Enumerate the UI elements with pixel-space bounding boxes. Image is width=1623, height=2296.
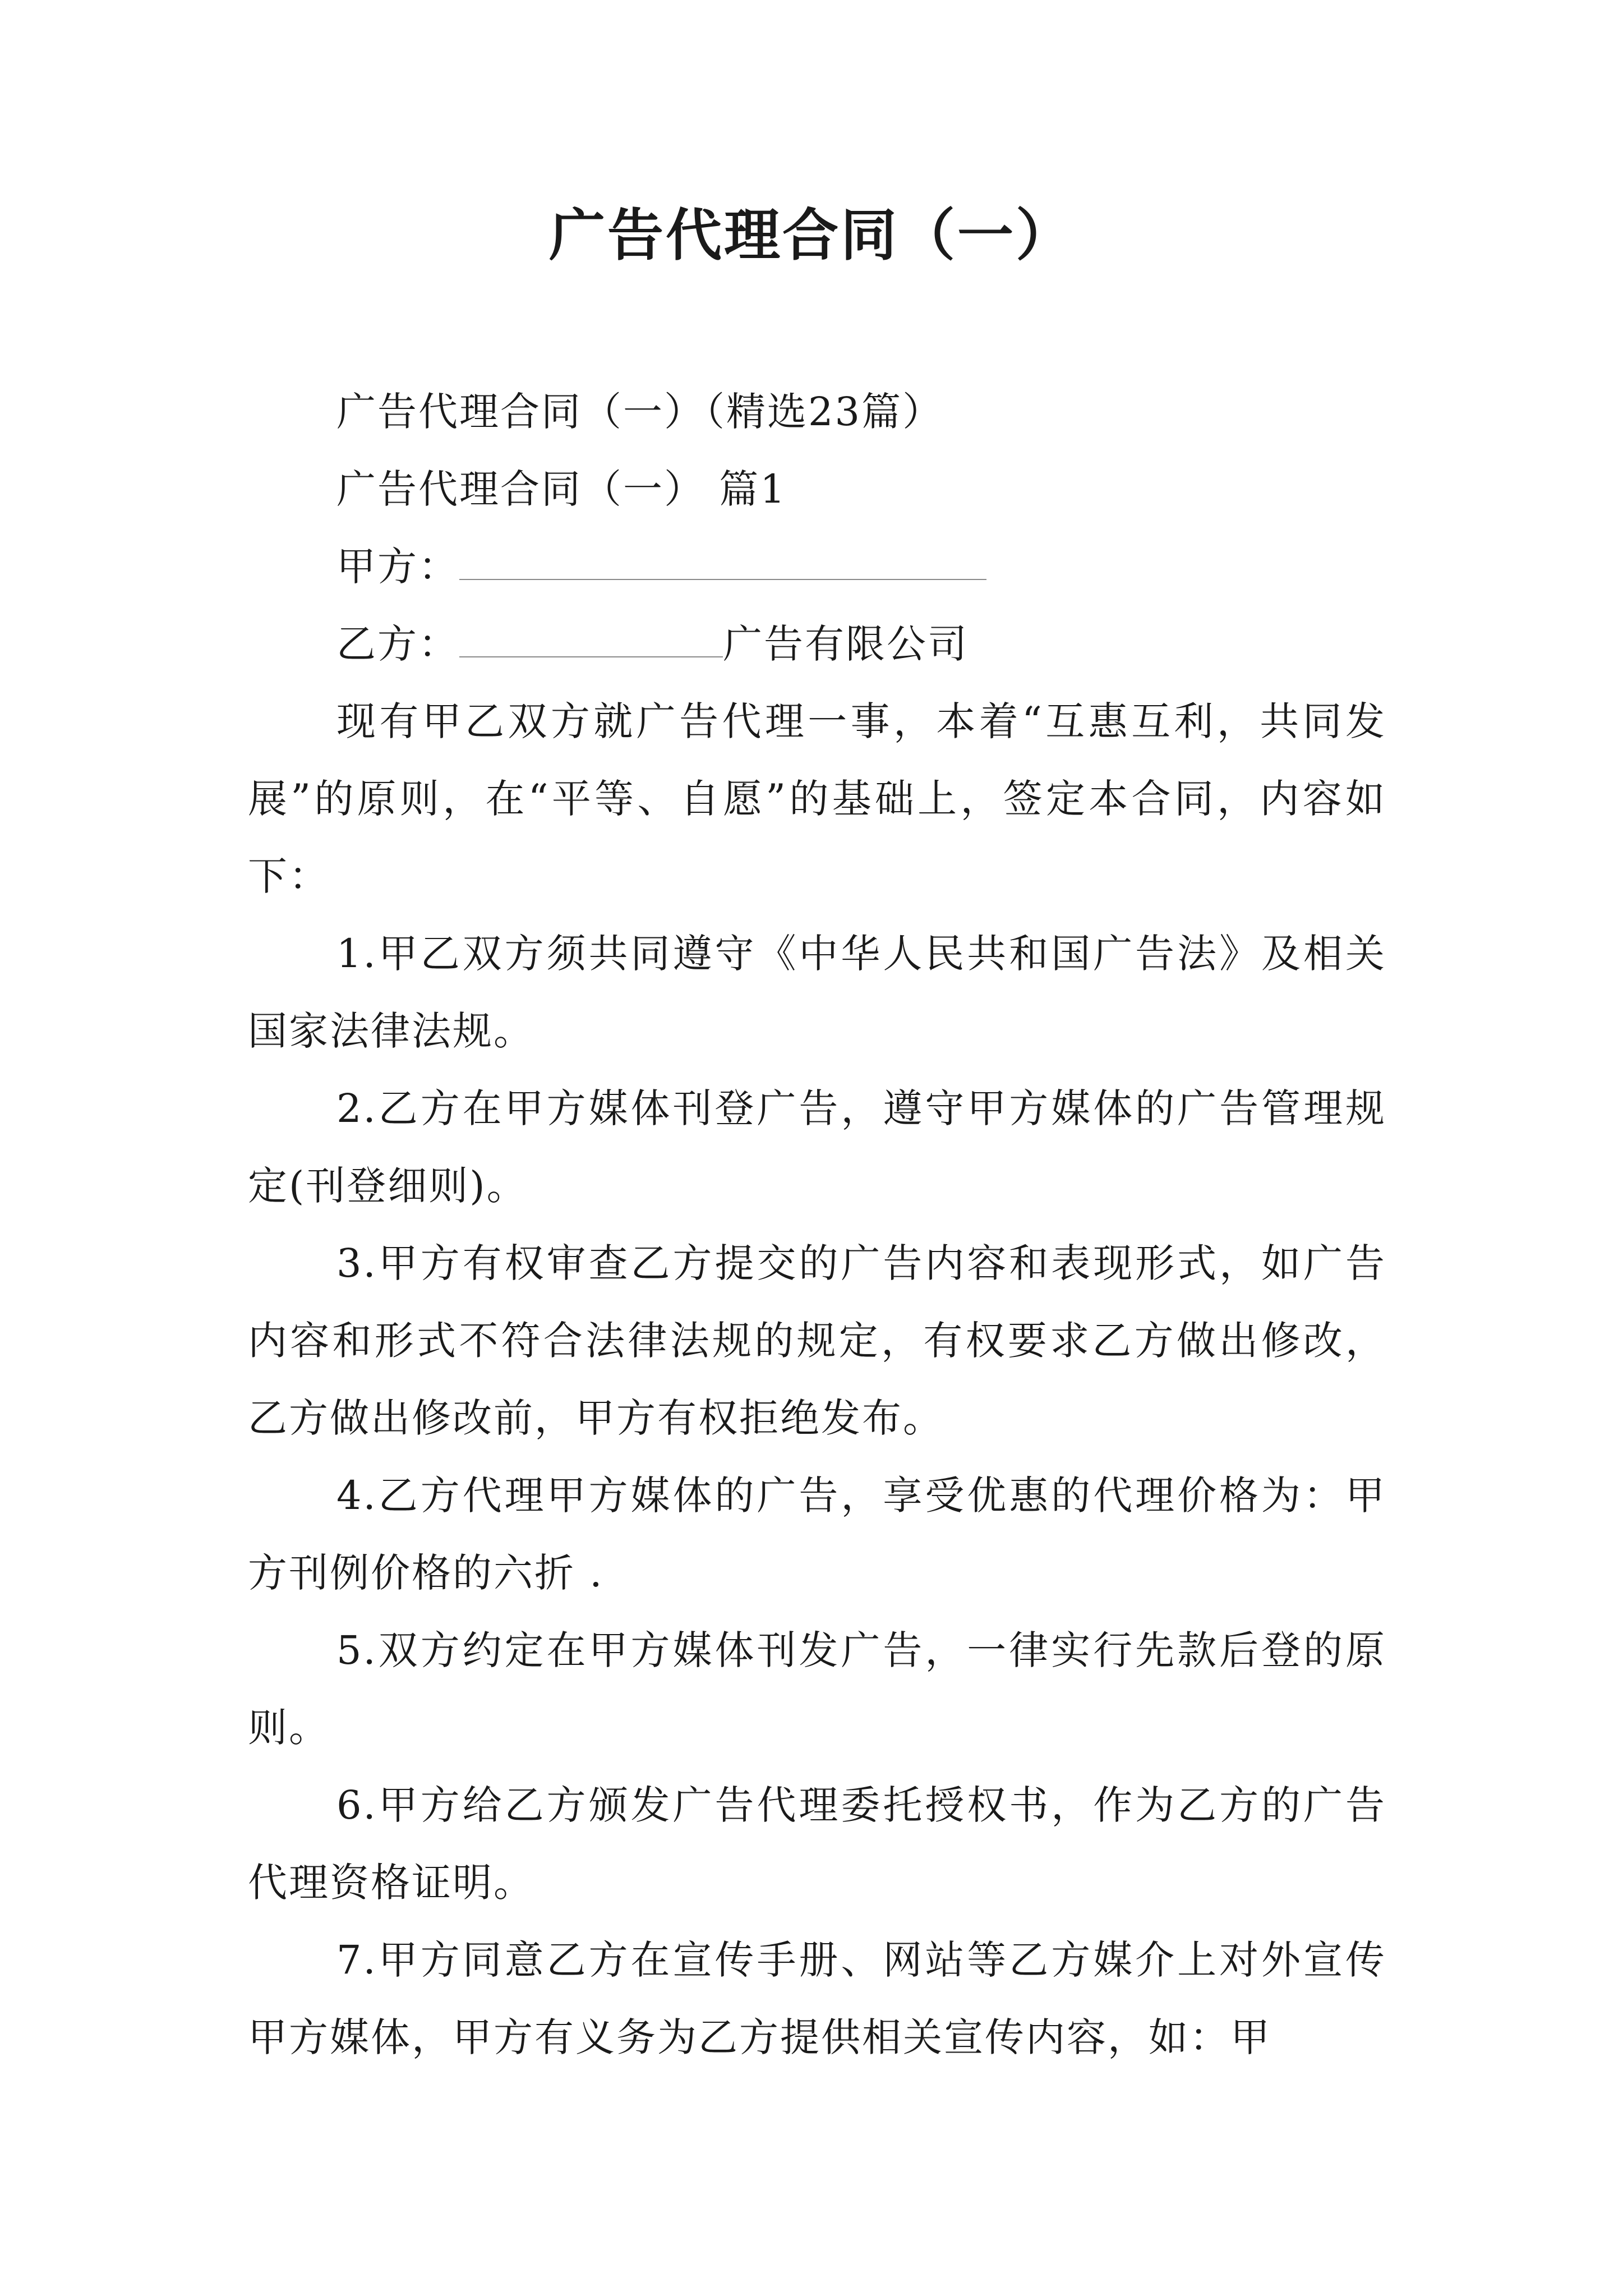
party-b-blank [459,623,723,657]
section-heading: 广告代理合同（一） 篇1 [336,466,787,512]
party-a-label: 甲方： [336,544,459,590]
party-a-line [248,528,1386,605]
party-b-suffix: 广告有限公司 [723,621,969,667]
document-body [248,373,1386,2076]
document-title: 广告代理合同（一） [549,203,1074,268]
party-b-label: 乙方： [336,621,459,667]
paragraph: 现有甲乙双方就广告代理一事，本着“互惠互利，共同发展”的原则，在“平等、自愿”的基础上，签定本合同，内容如下： [248,698,1386,899]
clause-2: 2.乙方在甲方媒体刊登广告，遵守甲方媒体的广告管理规定(刊登细则)。 [248,1085,1386,1209]
party-a-blank [459,545,986,580]
document-subtitle: 广告代理合同（一）（精选23篇） [336,389,944,435]
clause-7: 7.甲方同意乙方在宣传手册、网站等乙方媒介上对外宣传甲方媒体，甲方有义务为乙方提供相关宣传内容，如：甲 [248,1937,1386,2060]
clause-4: 4.乙方代理甲方媒体的广告，享受优惠的代理价格为：甲方刊例价格的六折 . [248,1473,1386,1596]
clause-3: 3.甲方有权审查乙方提交的广告内容和表现形式，如广告内容和形式不符合法律法规的规定，有权要求乙方做出修改，乙方做出修改前，甲方有权拒绝发布。 [248,1240,1386,1441]
clause-6: 6.甲方给乙方颁发广告代理委托授权书，作为乙方的广告代理资格证明。 [248,1782,1386,1906]
clause-1: 1.甲乙双方须共同遵守《中华人民共和国广告法》及相关国家法律法规。 [248,931,1386,1054]
clause-5: 5.双方约定在甲方媒体刊发广告，一律实行先款后登的原则。 [248,1627,1386,1751]
party-b-line [248,605,1386,683]
